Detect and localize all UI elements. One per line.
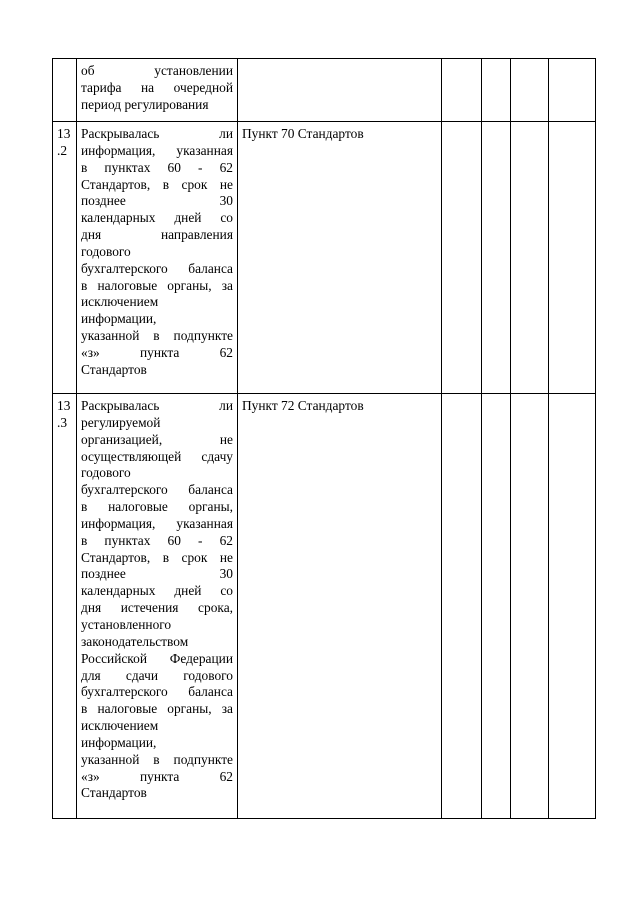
answer-cell-na [511, 122, 549, 394]
question-text-line: календарных дней со [81, 210, 233, 226]
question-text-line: бухгалтерского баланса [81, 684, 233, 700]
question-text-line: информации, [81, 311, 157, 327]
notes-cell [549, 122, 596, 394]
question-text-line: Стандартов [81, 785, 147, 801]
notes-cell [549, 394, 596, 819]
question-text-line: дня истечения срока, [81, 600, 233, 616]
row-number-text: .2 [57, 142, 68, 158]
reference-cell [238, 59, 442, 122]
question-text-line: бухгалтерского баланса [81, 482, 233, 498]
question-text-line: Стандартов, в срок не [81, 176, 233, 192]
question-text-line: бухгалтерского баланса [81, 260, 233, 276]
question-text-line: Стандартов, в срок не [81, 549, 233, 565]
question-text-line: информация, указанная [81, 142, 233, 158]
question-text-line: годового [81, 243, 131, 259]
question-text-line: «з» пункта 62 [81, 344, 233, 360]
question-text-line: исключением [81, 718, 159, 734]
answer-cell-yes [442, 122, 482, 394]
question-cell [77, 122, 238, 394]
question-text-line: календарных дней со [81, 583, 233, 599]
question-text-line: информации, [81, 734, 157, 750]
question-cell [77, 394, 238, 819]
answer-cell-no [482, 122, 511, 394]
question-text-line: законодательством [81, 633, 189, 649]
row-number-cell [53, 394, 77, 819]
question-text-line: указанной в подпункте [81, 328, 233, 344]
question-text-line: регулируемой [81, 414, 161, 430]
question-text-line: Стандартов [81, 361, 147, 377]
question-text-line: организацией, не [81, 431, 233, 447]
row-number-text: .3 [57, 414, 68, 430]
answer-cell-na [511, 59, 549, 122]
row-number-cell [53, 122, 77, 394]
question-text-line: «з» пункта 62 [81, 768, 233, 784]
question-text-line: в налоговые органы, за [81, 277, 233, 293]
question-text-line: Раскрывалась ли [81, 398, 233, 413]
question-text-line: период регулирования [81, 96, 209, 112]
reference-cell: Пункт 70 Стандартов [238, 122, 442, 394]
question-text-line: осуществляющей сдачу [81, 448, 233, 464]
question-text-line: установленного [81, 616, 172, 632]
answer-cell-na [511, 394, 549, 819]
question-text-line: позднее 30 [81, 566, 233, 582]
question-text-line: исключением [81, 294, 159, 310]
row-number-cell [53, 59, 77, 122]
question-text-line: в налоговые органы, [81, 499, 233, 515]
question-text-line: тарифа на очередной [81, 79, 233, 95]
row-number-text: 13 [57, 398, 71, 413]
answer-cell-yes [442, 59, 482, 122]
answer-cell-no [482, 394, 511, 819]
question-text-line: Российской Федерации [81, 650, 233, 666]
question-text-line: информация, указанная [81, 515, 233, 531]
question-text-line: Раскрывалась ли [81, 126, 233, 141]
table-row [53, 122, 596, 394]
table-row [53, 59, 596, 122]
question-text-line: в пунктах 60 - 62 [81, 532, 233, 548]
table-row [53, 394, 596, 819]
question-text-line: в налоговые органы, за [81, 701, 233, 717]
question-text-line: годового [81, 465, 131, 481]
question-text-line: об установлении [81, 63, 233, 78]
question-text-line: для сдачи годового [81, 667, 233, 683]
reference-cell: Пункт 72 Стандартов [238, 394, 442, 819]
row-number-text: 13 [57, 126, 71, 141]
notes-cell [549, 59, 596, 122]
question-text-line: дня направления [81, 227, 233, 243]
question-text-line: в пунктах 60 - 62 [81, 159, 233, 175]
question-text-line: позднее 30 [81, 193, 233, 209]
question-text-line: указанной в подпункте [81, 751, 233, 767]
answer-cell-yes [442, 394, 482, 819]
question-cell [77, 59, 238, 122]
answer-cell-no [482, 59, 511, 122]
checklist-table [52, 58, 596, 819]
